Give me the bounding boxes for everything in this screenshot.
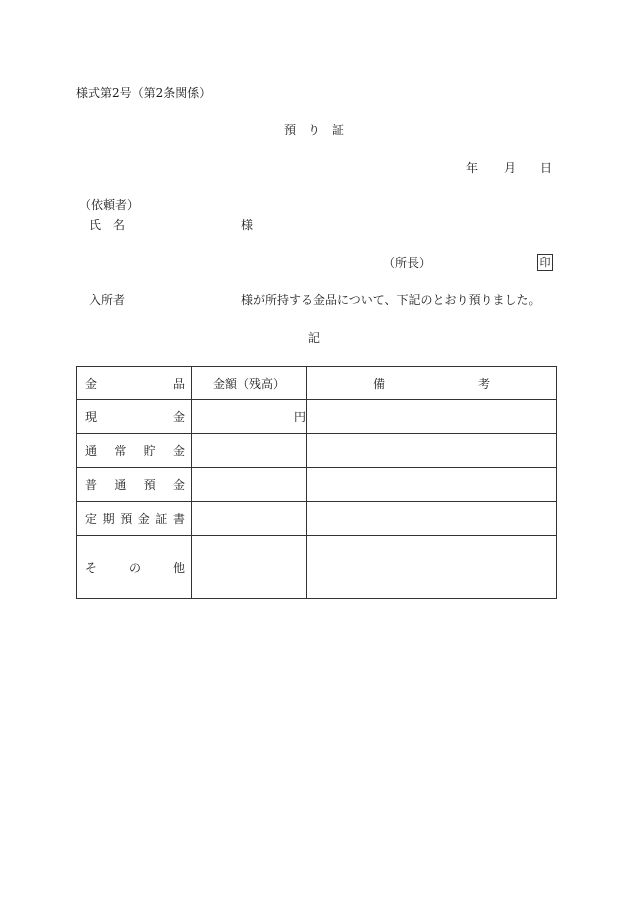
table-row <box>77 536 557 599</box>
header-remarks <box>307 367 557 400</box>
item-char: そ <box>85 560 98 575</box>
name-label: 氏 名 <box>89 218 126 232</box>
ki-heading: 記 <box>308 331 321 345</box>
item-cell <box>77 434 192 468</box>
item-cell <box>77 468 192 502</box>
seal-mark: 印 <box>537 254 553 271</box>
item-char: 現 <box>85 410 98 424</box>
item-char: 通 <box>114 478 127 492</box>
item-cell <box>77 536 192 599</box>
table-row <box>77 434 557 468</box>
header-item-char: 金 <box>85 376 98 391</box>
item-char: 定 <box>85 512 98 526</box>
director-label: （所長） <box>383 256 432 270</box>
title-char: 証 <box>331 123 344 137</box>
amount-cell <box>192 468 307 502</box>
date-month: 月 <box>504 161 517 175</box>
header-item-char: 品 <box>172 376 185 391</box>
honorific-sama: 様 <box>241 218 254 232</box>
date-day: 日 <box>540 161 553 175</box>
statement-text: 様が所持する金品について、下記のとおり預りました。 <box>241 293 541 307</box>
table-row <box>77 468 557 502</box>
resident-label: 入所者 <box>89 293 126 307</box>
remarks-cell <box>307 502 557 536</box>
amount-cell <box>192 434 307 468</box>
remarks-cell <box>307 468 557 502</box>
valuables-table <box>76 366 557 599</box>
item-char: 常 <box>114 444 127 458</box>
item-cell <box>77 400 192 434</box>
item-char: 通 <box>85 444 98 458</box>
item-cell <box>77 502 192 536</box>
amount-cell <box>192 536 307 599</box>
item-char: 証 <box>155 512 168 526</box>
remarks-cell <box>307 536 557 599</box>
item-char: 金 <box>172 410 185 424</box>
item-char: 他 <box>172 560 185 575</box>
requester-label: （依頼者） <box>79 198 140 212</box>
table-row <box>77 400 557 434</box>
header-item <box>77 367 192 400</box>
title-char: り <box>307 123 320 137</box>
header-remarks-char: 備 <box>373 376 386 391</box>
table-header-row <box>77 367 557 400</box>
item-char: 預 <box>143 478 156 492</box>
item-char: 金 <box>137 512 150 526</box>
date-year: 年 <box>466 161 479 175</box>
amount-cell: 円 <box>192 400 307 434</box>
item-char: の <box>128 560 141 575</box>
remarks-cell <box>307 400 557 434</box>
document-title <box>284 123 344 137</box>
item-char: 貯 <box>143 444 156 458</box>
item-char: 期 <box>102 512 115 526</box>
form-label: 様式第2号（第2条関係） <box>76 86 212 100</box>
remarks-cell <box>307 434 557 468</box>
item-char: 金 <box>172 444 185 458</box>
item-char: 金 <box>172 478 185 492</box>
item-char: 普 <box>85 478 98 492</box>
table-row <box>77 502 557 536</box>
header-remarks-char: 考 <box>477 376 490 391</box>
header-amount: 金額（残高） <box>192 367 307 400</box>
item-char: 書 <box>172 512 185 526</box>
title-char: 預 <box>284 123 297 137</box>
item-char: 預 <box>120 512 133 526</box>
amount-cell <box>192 502 307 536</box>
